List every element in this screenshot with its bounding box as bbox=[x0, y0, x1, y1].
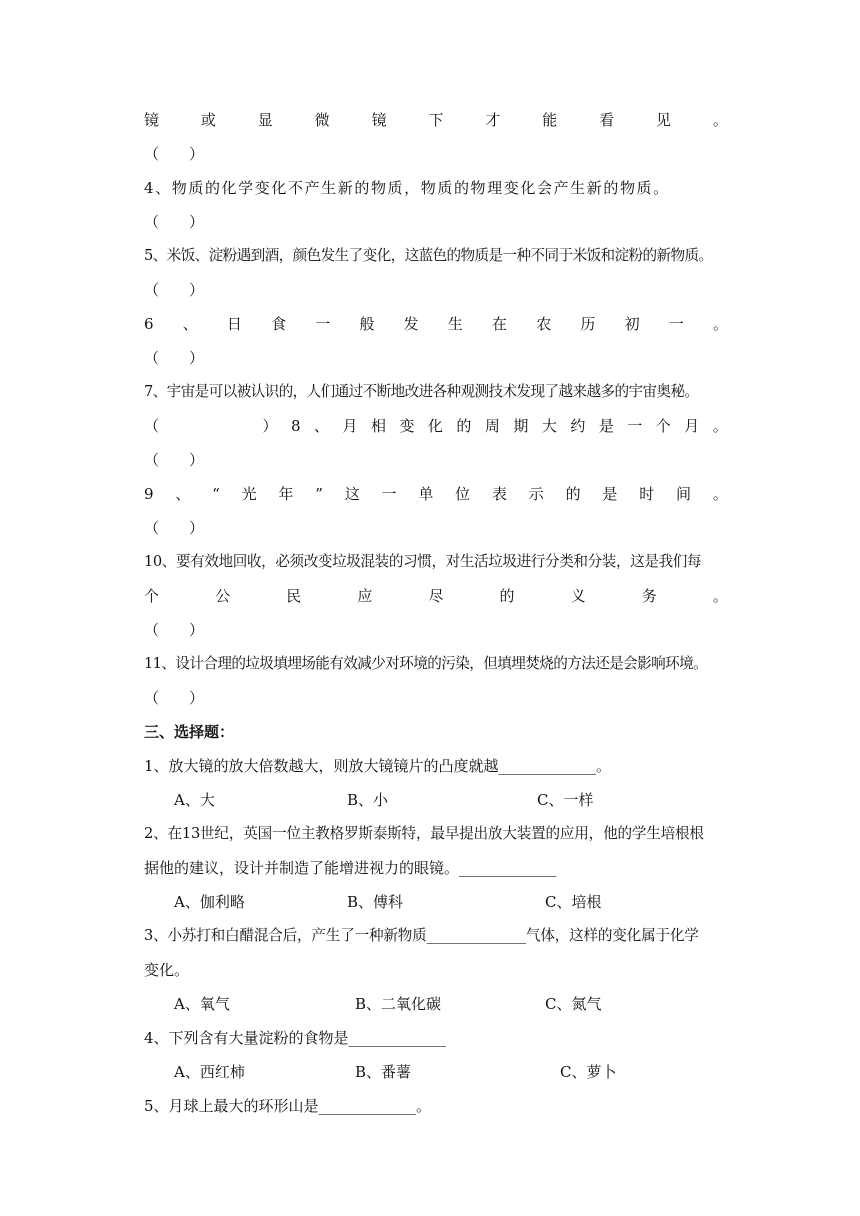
option-1a[interactable]: A、大 bbox=[174, 791, 215, 809]
statement-9: 9 、 “ 光 年 ” 这 一 单 位 表 示 的 是 时 间 。 bbox=[144, 485, 728, 503]
option-4a[interactable]: A、西红柿 bbox=[174, 1063, 245, 1081]
option-3c[interactable]: C、氮气 bbox=[545, 995, 602, 1013]
question-2-options bbox=[0, 889, 860, 915]
statement-4: 4、物质的化学变化不产生新的物质，物质的物理变化会产生新的物质。 bbox=[144, 179, 670, 197]
option-1b[interactable]: B、小 bbox=[347, 791, 389, 809]
answer-blank-3[interactable]: （ ） bbox=[144, 145, 205, 163]
question-4-options bbox=[0, 1059, 860, 1085]
option-2b[interactable]: B、傅科 bbox=[347, 893, 404, 911]
statement-10-continued: 个 公 民 应 尽 的 义 务 。 bbox=[144, 587, 728, 605]
answer-blank-8[interactable]: （ ） bbox=[144, 451, 205, 469]
statement-8: （ ） 8 、 月 相 变 化 的 周 期 大 约 是 一 个 月 。 bbox=[144, 417, 728, 435]
question-1: 1、放大镜的放大倍数越大，则放大镜镜片的凸度就越_____________。 bbox=[144, 757, 612, 775]
question-5: 5、月球上最大的环形山是_____________。 bbox=[144, 1097, 432, 1115]
statement-5: 5、米饭、淀粉遇到酒，颜色发生了变化，这蓝色的物质是一种不同于米饭和淀粉的新物质。 bbox=[144, 247, 713, 264]
question-4: 4、下列含有大量淀粉的食物是_____________ bbox=[144, 1029, 447, 1047]
question-3: 3、小苏打和白醋混合后，产生了一种新物质______________气体，这样的变化属于化学 bbox=[144, 927, 699, 944]
statement-7: 7、宇宙是可以被认识的，人们通过不断地改进各种观测技术发现了越来越多的宇宙奥秘。 bbox=[144, 383, 699, 400]
statement-11: 11、设计合理的垃圾填埋场能有效减少对环境的污染，但填埋焚烧的方法还是会影响环境。 bbox=[144, 655, 708, 672]
statement-3-continued: 镜 或 显 微 镜 下 才 能 看 见 。 bbox=[144, 111, 728, 129]
option-4b[interactable]: B、番薯 bbox=[355, 1063, 412, 1081]
answer-blank-5[interactable]: （ ） bbox=[144, 281, 205, 299]
question-1-options bbox=[0, 787, 860, 813]
statement-10: 10、要有效地回收，必须改变垃圾混装的习惯，对生活垃圾进行分类和分装，这是我们每 bbox=[144, 553, 702, 570]
answer-blank-4[interactable]: （ ） bbox=[144, 213, 205, 231]
question-2: 2、在13世纪，英国一位主教格罗斯泰斯特，最早提出放大装置的应用，他的学生培根根 bbox=[144, 825, 704, 842]
statement-6: 6 、 日 食 一 般 发 生 在 农 历 初 一 。 bbox=[144, 315, 728, 333]
answer-blank-10[interactable]: （ ） bbox=[144, 621, 205, 639]
option-4c[interactable]: C、萝卜 bbox=[560, 1063, 617, 1081]
answer-blank-6[interactable]: （ ） bbox=[144, 349, 205, 367]
question-3-continued: 变化。 bbox=[144, 961, 190, 979]
answer-blank-9[interactable]: （ ） bbox=[144, 519, 205, 537]
question-3-options bbox=[0, 991, 860, 1017]
option-3a[interactable]: A、氧气 bbox=[174, 995, 230, 1013]
section-heading-choice: 三、选择题： bbox=[144, 723, 235, 741]
question-2-continued: 据他的建议，设计并制造了能增进视力的眼镜。_____________ bbox=[144, 859, 557, 877]
option-3b[interactable]: B、二氧化碳 bbox=[355, 995, 442, 1013]
option-2c[interactable]: C、培根 bbox=[545, 893, 602, 911]
answer-blank-11[interactable]: （ ） bbox=[144, 689, 205, 707]
option-1c[interactable]: C、一样 bbox=[537, 791, 594, 809]
option-2a[interactable]: A、伽利略 bbox=[174, 893, 245, 911]
